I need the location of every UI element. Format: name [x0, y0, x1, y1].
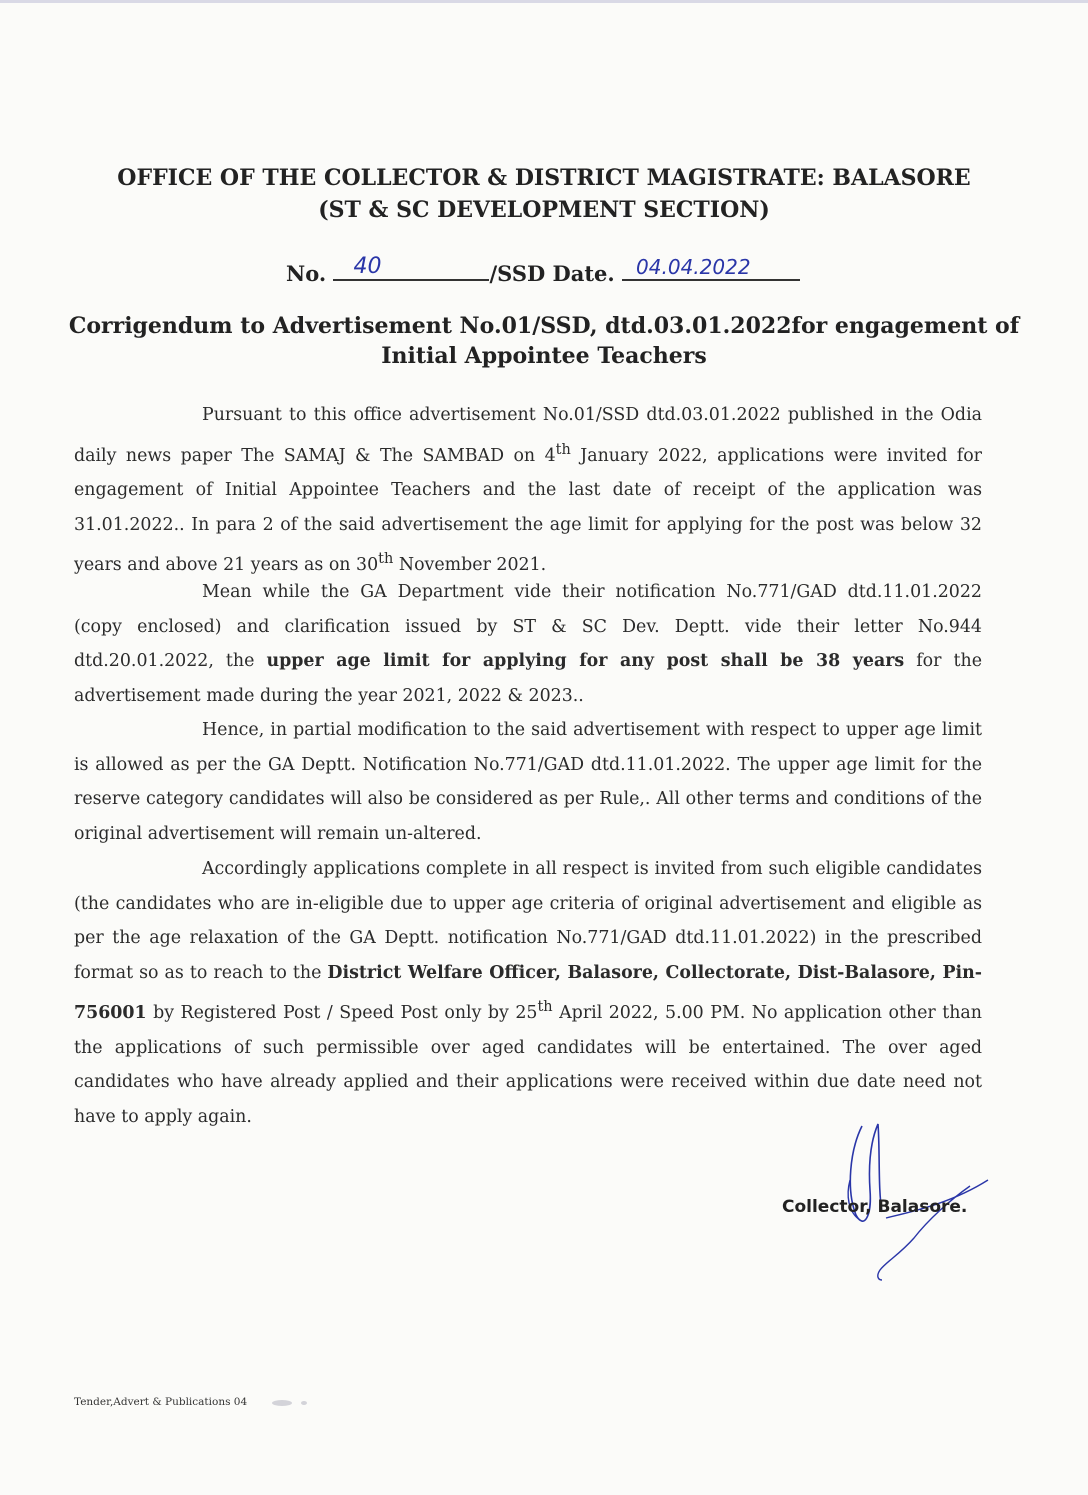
p4-text-b: by Registered Post / Speed Post only by 25 [146, 1003, 538, 1024]
paragraph-4 [74, 852, 982, 1135]
scan-smudge [270, 1398, 310, 1408]
office-heading: OFFICE OF THE COLLECTOR & DISTRICT MAGISTRATE: BALASORE [117, 165, 971, 191]
paragraph-3 [74, 713, 982, 851]
ref-date-blank [622, 255, 800, 281]
handwritten-ref-number: 40 [353, 254, 382, 279]
p4-text-a: Accordingly applications complete in all respect is invited from such eligible candidates (the candidates who are in-eligible due to upper age criteria of original advertisement and eligible as per the age relaxation of the GA Deptt. notification No.771/GAD dtd.11.01.2022) in the prescribed format so as to reach to the [74, 859, 982, 983]
p4-text-c: April 2022, 5.00 PM. No application other than the applications of such permissible over aged candidates will be entertained. The over aged candidates who have already applied and their applications were received within due date need not have to apply again. [74, 1003, 982, 1127]
p1-sup-1: th [555, 441, 571, 458]
p1-text-c: November 2021. [393, 554, 547, 575]
section-heading: (ST & SC DEVELOPMENT SECTION) [318, 197, 770, 223]
subject-line-2: Initial Appointee Teachers [381, 343, 707, 369]
p2-text-a: Mean while the GA Department vide their notification No.771/GAD dtd.11.01.2022 (copy enclosed) and clarification issued by ST & SC Dev. Deptt. vide their letter No.944 dtd.20.01.2022, the [74, 582, 982, 672]
ref-date-label: /SSD Date. [489, 261, 615, 286]
p1-text-b: January 2022, applications were invited for engagement of Initial Appointee Teachers and the last date of receipt of the application was 31.01.2022.. In para 2 of the said advertisement the age limit for applying for the post was below 32 years and above 21 years as on 30 [74, 445, 982, 575]
subject-line-1: Corrigendum to Advertisement No.01/SSD, dtd.03.01.2022for engagement of [68, 313, 1020, 339]
paragraph-1 [74, 398, 982, 583]
p3-text: Hence, in partial modification to the said advertisement with respect to upper age limit is allowed as per the GA Deptt. Notification No.771/GAD dtd.11.01.2022. The upper age limit for the reserve category candidates will also be considered as per Rule,. All other terms and conditions of the original advertisement will remain un-altered. [74, 720, 982, 844]
p4-bold-address: District Welfare Officer, Balasore, Collectorate, Dist-Balasore, Pin-756001 [74, 962, 982, 1024]
ref-no-label: No. [286, 261, 327, 286]
scan-edge-line [0, 0, 1088, 3]
p2-bold-age-limit: upper age limit for applying for any post shall be 38 years [266, 651, 905, 672]
p1-sup-2: th [378, 551, 394, 568]
ref-no-blank [333, 255, 489, 281]
p2-text-b: for the advertisement made during the year 2021, 2022 & 2023.. [74, 651, 982, 706]
signatory-label: Collector, Balasore. [782, 1197, 968, 1217]
p4-sup: th [537, 999, 553, 1016]
p1-text-a: Pursuant to this office advertisement No.01/SSD dtd.03.01.2022 published in the Odia daily news paper The SAMAJ & The SAMBAD on 4 [74, 405, 982, 466]
handwritten-date: 04.04.2022 [636, 255, 751, 279]
paragraph-2 [74, 575, 982, 713]
footer-reference: Tender,Advert & Publications 04 [74, 1396, 248, 1408]
reference-line [286, 255, 800, 286]
